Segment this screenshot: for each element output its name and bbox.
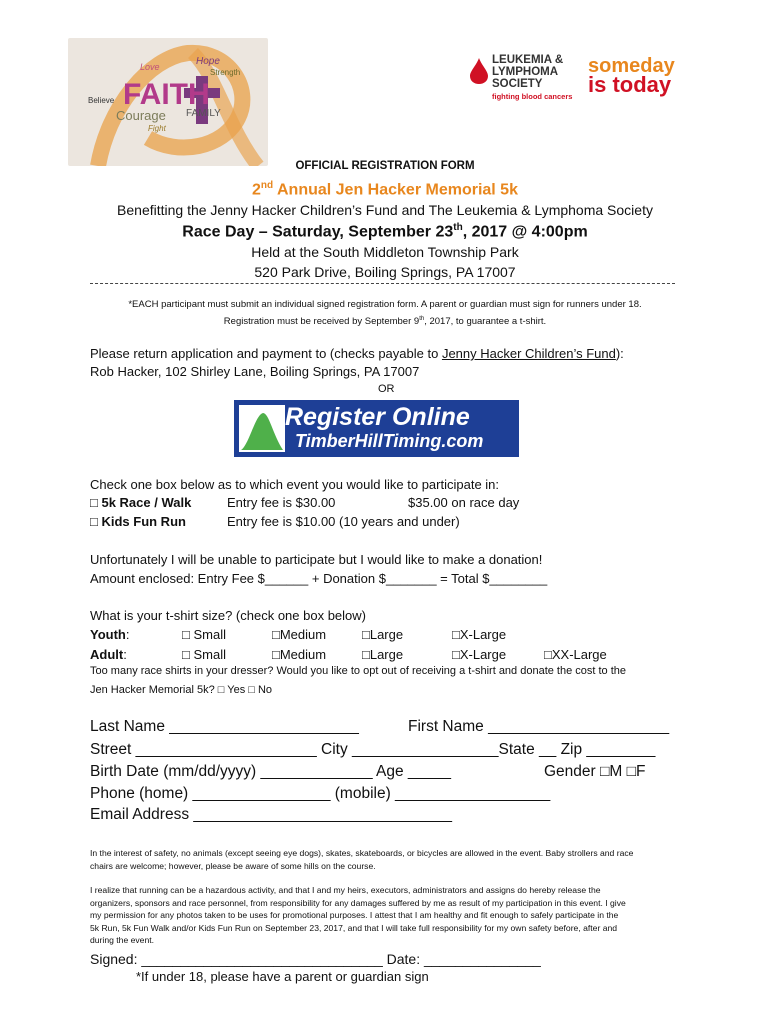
ribbon-word: Courage bbox=[116, 108, 166, 123]
ribbon-word: Fight bbox=[148, 124, 166, 133]
mail-instr-a: Please return application and payment to (checks payable to bbox=[90, 346, 442, 361]
youth-row-label bbox=[90, 627, 129, 642]
mountain-graph-icon bbox=[239, 405, 285, 452]
phone-field[interactable]: Phone (home) ________________ (mobile) __________________ bbox=[90, 785, 551, 802]
deadline-part2: , 2017, to guarantee a t-shirt. bbox=[424, 316, 547, 328]
optout-question: Too many race shirts in your dresser? Would you like to opt out of receiving a t-shirt and donate the cost to the bbox=[90, 665, 627, 677]
kids-run-checkbox[interactable]: □ Kids Fun Run bbox=[90, 514, 186, 529]
waiver-line: my permission for any photos taken to be uses for promotional purposes. I attest that I am healthy and fit enough to safely participate in the bbox=[90, 910, 619, 920]
event-ordinal-sup: nd bbox=[260, 180, 274, 191]
birth-age-field[interactable]: Birth Date (mm/dd/yyyy) _____________ Age _____ bbox=[90, 763, 452, 780]
lls-line1: LEUKEMIA & bbox=[492, 54, 564, 66]
registration-deadline bbox=[0, 312, 770, 329]
race-day-sup: th bbox=[453, 222, 463, 233]
mail-address: Rob Hacker, 102 Shirley Lane, Boiling Springs, PA 17007 bbox=[90, 364, 420, 379]
safety-notice bbox=[90, 847, 680, 872]
ribbon-word: Hope bbox=[196, 56, 220, 67]
ribbon-word: FAMILY bbox=[186, 108, 221, 119]
gender-checkbox[interactable]: Gender □M □F bbox=[544, 763, 646, 780]
last-name-field[interactable]: Last Name ______________________ bbox=[90, 718, 359, 735]
event-name: Annual Jen Hacker Memorial 5k bbox=[273, 181, 518, 199]
ribbon-word: Love bbox=[140, 62, 160, 72]
race-fee: Entry fee is $30.00 bbox=[227, 495, 336, 510]
email-field[interactable]: Email Address ______________________________ bbox=[90, 806, 452, 823]
park-line: Held at the South Middleton Township Park bbox=[251, 244, 519, 260]
race-day-part1: Race Day – Saturday, September 23 bbox=[182, 223, 454, 241]
race-day-fee: $35.00 on race day bbox=[408, 495, 520, 510]
deadline-sup: th bbox=[419, 316, 425, 322]
youth-medium-checkbox[interactable]: □Medium bbox=[272, 627, 327, 642]
kids-fee: Entry fee is $10.00 (10 years and under) bbox=[227, 514, 460, 529]
donation-amount-field[interactable]: Amount enclosed: Entry Fee $______ + Donation $_______ = Total $________ bbox=[90, 571, 548, 586]
event-title bbox=[0, 180, 770, 199]
adult-small-checkbox[interactable]: □ Small bbox=[182, 647, 226, 662]
adult-xlarge-checkbox[interactable]: □X-Large bbox=[452, 647, 507, 662]
safety-line: In the interest of safety, no animals (except seeing eye dogs), skates, skateboards, or bicycles are allowed in the event. Baby strollers and race bbox=[90, 848, 634, 858]
youth-label: Youth bbox=[90, 627, 126, 642]
race-walk-checkbox[interactable]: □ 5k Race / Walk bbox=[90, 495, 192, 510]
dashed-divider bbox=[90, 283, 675, 284]
participant-note: *EACH participant must submit an individual signed registration form. A parent or guardian must sign for runners under 18. bbox=[128, 299, 642, 310]
adult-medium-checkbox[interactable]: □Medium bbox=[272, 647, 327, 662]
waiver-text bbox=[90, 884, 680, 947]
adult-row-label bbox=[90, 647, 127, 662]
event-intro: Check one box below as to which event you would like to participate in: bbox=[90, 477, 500, 492]
address-line: 520 Park Drive, Boiling Springs, PA 17007 bbox=[254, 264, 516, 280]
street-city-state-zip-field[interactable]: Street _____________________ City _________________State __ Zip ________ bbox=[90, 741, 656, 758]
adult-large-checkbox[interactable]: □Large bbox=[362, 647, 404, 662]
mail-instructions bbox=[90, 346, 624, 361]
form-title: OFFICIAL REGISTRATION FORM bbox=[295, 160, 475, 172]
ribbon-word: Believe bbox=[88, 96, 115, 105]
tshirt-question: What is your t-shirt size? (check one box below) bbox=[90, 608, 366, 623]
youth-small-checkbox[interactable]: □ Small bbox=[182, 627, 226, 642]
youth-xlarge-checkbox[interactable]: □X-Large bbox=[452, 627, 507, 642]
event-ordinal: 2 bbox=[252, 181, 261, 199]
donation-intro: Unfortunately I will be unable to participate but I would like to make a donation! bbox=[90, 552, 543, 567]
lls-tagline: fighting blood cancers bbox=[492, 92, 573, 101]
someday-text: someday bbox=[588, 55, 675, 77]
race-day-part2: , 2017 @ 4:00pm bbox=[462, 223, 588, 241]
mail-instr-b: ): bbox=[615, 346, 624, 361]
lls-line3: SOCIETY bbox=[492, 78, 543, 90]
lls-line2: LYMPHOMA bbox=[492, 66, 559, 78]
optout-choice[interactable]: Jen Hacker Memorial 5k? □ Yes □ No bbox=[90, 684, 273, 696]
is-today-text: is today bbox=[588, 72, 672, 97]
youth-colon: : bbox=[125, 627, 130, 642]
benefit-line: Benefitting the Jenny Hacker Children’s Fund and The Leukemia & Lymphoma Society bbox=[117, 202, 653, 218]
waiver-line: 5k Run, 5k Fun Walk and/or Kids Fun Run on September 23, 2017, and that I will take full responsibility for my own safety before, after and bbox=[90, 922, 618, 933]
adult-label: Adult bbox=[90, 647, 124, 662]
adult-colon: : bbox=[123, 647, 127, 662]
adult-xxlarge-checkbox[interactable]: □XX-Large bbox=[544, 647, 607, 662]
deadline-part1: Registration must be received by September 9 bbox=[223, 316, 420, 328]
guardian-note: *If under 18, please have a parent or guardian sign bbox=[136, 969, 429, 984]
safety-line: chairs are welcome; however, please be aware of some hills on the course. bbox=[90, 860, 376, 871]
or-separator: OR bbox=[378, 383, 395, 395]
register-online-text: Register Online bbox=[285, 403, 470, 431]
waiver-line: during the event. bbox=[90, 935, 155, 945]
timberhill-url: TimberHillTiming.com bbox=[295, 431, 484, 451]
payee-name: Jenny Hacker Children’s Fund bbox=[441, 346, 616, 361]
waiver-line: organizers, sponsors and race personnel, from responsibility for any damages suffered by me as result of my participation in this event. I give bbox=[90, 897, 626, 908]
signature-date-field[interactable]: Signed: _______________________________ Date: _______________ bbox=[90, 951, 541, 967]
blood-drop-icon bbox=[470, 58, 488, 84]
ribbon-word: FAITH bbox=[123, 78, 210, 111]
faith-ribbon-artwork bbox=[68, 38, 268, 166]
ribbon-word: Strength bbox=[210, 68, 241, 77]
first-name-field[interactable]: First Name _____________________ bbox=[408, 718, 670, 735]
register-online-button[interactable] bbox=[234, 400, 519, 457]
youth-large-checkbox[interactable]: □Large bbox=[362, 627, 404, 642]
waiver-line: I realize that running can be a hazardous activity, and that I and my heirs, executors, administrators and assigns do hereby release the bbox=[90, 885, 601, 895]
race-day bbox=[0, 222, 770, 241]
lls-logo bbox=[470, 52, 710, 104]
